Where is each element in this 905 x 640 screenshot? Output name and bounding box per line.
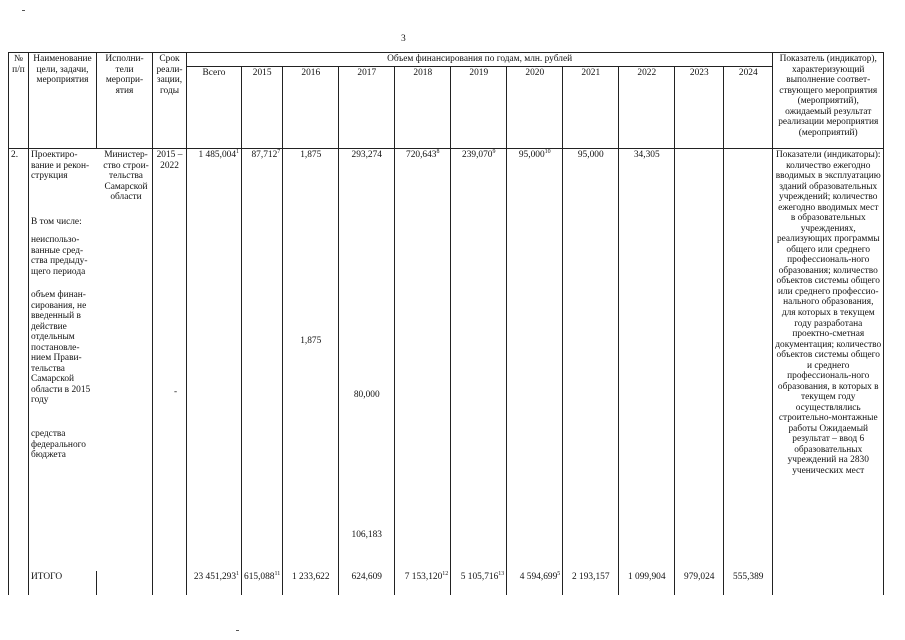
including-label: В том числе: bbox=[31, 217, 82, 227]
row-name: Проектиро-вание и рекон-струкция bbox=[31, 150, 90, 182]
total-value: 7 153,120$^{12}$ bbox=[395, 571, 451, 595]
row-executor: Министер-ство строи-тельства Самарской области bbox=[103, 150, 149, 203]
header-num: № п/п bbox=[9, 53, 29, 149]
header-executors: Исполни-тели меропри-ятия bbox=[97, 53, 153, 149]
header-year: 2023 bbox=[675, 67, 724, 149]
sub-label-unused-funds: неиспользо-ванные сред-ства предыду-щего периода bbox=[31, 235, 88, 277]
value-cell: 95,000 bbox=[563, 149, 619, 571]
scan-speck bbox=[236, 630, 239, 631]
header-year: 2018 bbox=[395, 67, 451, 149]
value-cell: 1 485,004$^1$ bbox=[187, 149, 242, 571]
header-indicator: Показатель (индикатор), характеризующий выполнение соответ-ствующего мероприятия (мероприятий), ожидаемый результат реализации мероприятия (мероприятий) bbox=[773, 53, 884, 149]
header-term: Срок реали-зации, годы bbox=[153, 53, 187, 149]
value-cell: 95,000$^{10}$ bbox=[507, 149, 563, 571]
total-value: 1 099,904 bbox=[619, 571, 675, 595]
row-num: 2. bbox=[9, 149, 29, 571]
total-value: 624,609 bbox=[339, 571, 395, 595]
total-value: 979,024 bbox=[675, 571, 724, 595]
sub-value-2017-b: 106,183 bbox=[351, 530, 382, 540]
value-cell: 34,305 bbox=[619, 149, 675, 571]
value-cell: 720,643$^8$ bbox=[395, 149, 451, 571]
header-year: 2021 bbox=[563, 67, 619, 149]
header-name: Наименование цели, задачи, мероприятия bbox=[29, 53, 97, 149]
term-dash: - bbox=[174, 387, 178, 397]
value-cell: 87,712$^7$ bbox=[242, 149, 283, 571]
total-value: 5 105,716$^{13}$ bbox=[451, 571, 507, 595]
scan-speck bbox=[22, 10, 25, 11]
sub-value-2017-a: 80,000 bbox=[353, 390, 380, 400]
header-year: 2017 bbox=[339, 67, 395, 149]
header-year: 2022 bbox=[619, 67, 675, 149]
value-cell: 1,875 bbox=[300, 150, 322, 160]
value-cell: 239,070$^9$ bbox=[451, 149, 507, 571]
page-number: 3 bbox=[401, 34, 406, 44]
row-term: 2015 – 2022 bbox=[153, 149, 187, 571]
total-value: 4 594,699$^5$ bbox=[507, 571, 563, 595]
total-value: 23 451,293$^1$ bbox=[187, 571, 242, 595]
total-value: 1 233,622 bbox=[283, 571, 339, 595]
header-year: Всего bbox=[187, 67, 242, 149]
header-year: 2024 bbox=[724, 67, 773, 149]
row-indicator: Показатели (индикаторы): количество ежегодно вводимых в эксплуатацию зданий образовательных учреждений; количество ежегодно вводимых мест в образовательных учреждениях, реализующих программы общего или среднего профессиональ-ного образования; количество объектов системы общего или среднего профессио-нального образования, для которых в текущем году разработана проектно-сметная документация; количество объектов системы общего и среднего профессиональ-ного образования, в которых в текущем году осуществлялись строительно-монтажные работы Ожидаемый результат – ввод 6 образовательных учреждений на 2830 ученических мест bbox=[773, 149, 884, 571]
sub-label-federal-budget: средства федерального бюджета bbox=[31, 429, 86, 461]
value-cell bbox=[675, 149, 724, 571]
sub-label-financing-volume: объем финан-сирования, не введенный в действие отдельным постановле-нием Прави-тельства Самарской области в 2015 году bbox=[31, 290, 91, 406]
financing-table bbox=[8, 52, 884, 595]
header-year: 2019 bbox=[451, 67, 507, 149]
total-label: ИТОГО bbox=[29, 571, 97, 595]
header-year: 2015 bbox=[242, 67, 283, 149]
total-value: 2 193,157 bbox=[563, 571, 619, 595]
value-cell: 293,274 bbox=[351, 150, 382, 160]
sub-value-2016: 1,875 bbox=[300, 336, 322, 346]
total-row bbox=[9, 571, 884, 595]
header-year: 2016 bbox=[283, 67, 339, 149]
table-row bbox=[9, 149, 884, 571]
total-value: 555,389 bbox=[724, 571, 773, 595]
header-year: 2020 bbox=[507, 67, 563, 149]
header-finance-group: Объем финансирования по годам, млн. рублей bbox=[187, 53, 773, 67]
value-cell bbox=[724, 149, 773, 571]
total-value: 615,088$^{11}$ bbox=[242, 571, 283, 595]
